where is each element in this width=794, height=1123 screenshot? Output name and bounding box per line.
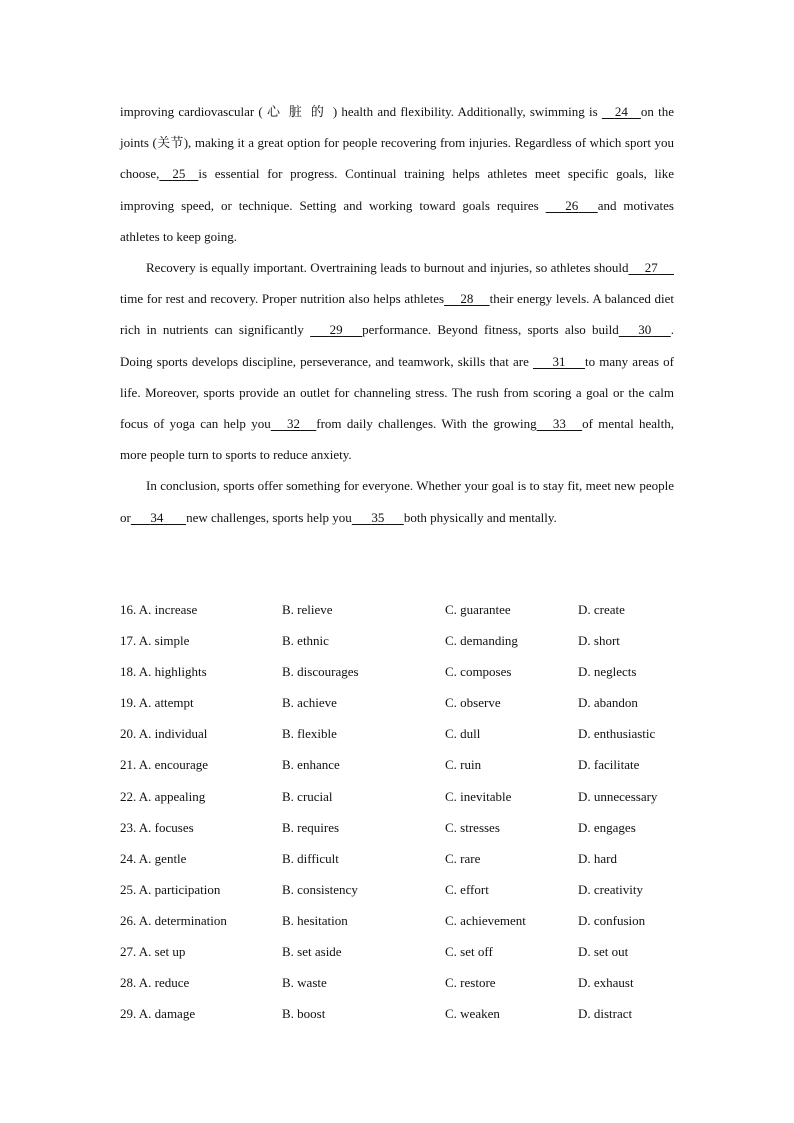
option-b: B. requires: [282, 819, 340, 835]
option-c: C. weaken: [445, 1006, 500, 1022]
option-b: B. enhance: [282, 757, 340, 773]
option-b: B. crucial: [282, 788, 333, 804]
option-d: D. unnecessary: [578, 788, 658, 804]
text: is essential for progress. Continual training helps athletes meet specific goals, like improving speed, or technique. Setting and working toward goals requires: [120, 166, 674, 213]
text: new challenges, sports help you: [186, 509, 352, 525]
text: ) health and flexibility. Additionally, swimming is: [332, 104, 602, 119]
text: In conclusion, sports offer something for everyone. Whether your goal is to stay fit, meet new people or: [120, 478, 674, 525]
option-a: 17. A. simple: [120, 633, 190, 649]
blank-26: 26: [565, 197, 579, 213]
option-b: B. boost: [282, 1006, 326, 1022]
option-d: D. exhaust: [578, 975, 634, 991]
option-b: B. ethnic: [282, 633, 329, 649]
text: of mental health, more people turn to sports to reduce anxiety.: [120, 416, 675, 463]
option-d: D. hard: [578, 850, 617, 866]
option-c: C. set off: [445, 944, 493, 960]
blank-33: 33: [552, 416, 566, 432]
text: performance. Beyond fitness, sports also build: [362, 322, 619, 338]
option-a: 25. A. participation: [120, 881, 221, 897]
text: Recovery is equally important. Overtraining leads to burnout and injuries, so athletes should: [146, 260, 629, 276]
option-d: D. neglects: [578, 664, 637, 680]
option-c: C. dull: [445, 726, 481, 742]
question-row: [120, 1000, 720, 1031]
text: and motivates athletes to keep going.: [120, 197, 674, 244]
option-b: B. relieve: [282, 602, 333, 617]
blank-35: 35: [371, 509, 385, 525]
option-a: 19. A. attempt: [120, 695, 194, 711]
option-c: C. demanding: [445, 633, 518, 649]
option-c: C. observe: [445, 695, 501, 711]
blank-27: 27: [644, 260, 658, 276]
question-row: [120, 938, 720, 969]
option-d: D. enthusiastic: [578, 726, 656, 742]
question-row: [120, 907, 720, 938]
option-a: 28. A. reduce: [120, 975, 190, 991]
option-a: 22. A. appealing: [120, 788, 206, 804]
option-c: C. rare: [445, 850, 481, 866]
question-row: [120, 627, 720, 658]
text: . Doing sports develops discipline, perseverance, and teamwork, skills that are: [120, 322, 674, 369]
option-c: C. restore: [445, 975, 496, 991]
option-d: D. distract: [578, 1006, 633, 1022]
option-b: B. achieve: [282, 695, 337, 711]
option-d: D. creativity: [578, 881, 643, 897]
option-c: C. stresses: [445, 819, 500, 835]
question-row: [120, 969, 720, 1000]
paragraph-1: [120, 96, 674, 252]
option-a: 21. A. encourage: [120, 757, 209, 773]
option-d: D. short: [578, 633, 620, 649]
option-a: 26. A. determination: [120, 912, 227, 928]
text: to many areas of life. Moreover, sports provide an outlet for channeling stress. The rush from scoring a goal or the calm focus of yoga can help you: [120, 353, 674, 432]
option-b: B. consistency: [282, 881, 358, 897]
option-b: B. waste: [282, 975, 327, 991]
blank-25: 25: [172, 166, 186, 182]
option-c: C. effort: [445, 881, 489, 897]
question-row: [120, 845, 720, 876]
option-c: C. ruin: [445, 757, 482, 773]
option-c: C. achievement: [445, 912, 526, 928]
option-d: D. confusion: [578, 912, 646, 928]
option-a: 20. A. individual: [120, 726, 208, 742]
paragraph-2: [120, 252, 674, 470]
option-c: C. guarantee: [445, 602, 511, 617]
blank-30: 30: [638, 322, 652, 338]
blank-28: 28: [460, 291, 474, 307]
option-a: 23. A. focuses: [120, 819, 194, 835]
blank-29: 29: [329, 322, 343, 338]
passage: [120, 96, 674, 533]
option-a: 18. A. highlights: [120, 664, 207, 680]
option-b: B. hesitation: [282, 912, 348, 928]
option-a: 16. A. increase: [120, 602, 198, 617]
option-d: D. facilitate: [578, 757, 640, 773]
text: from daily challenges. With the growing: [316, 416, 537, 432]
blank-31: 31: [552, 353, 566, 369]
question-row: [120, 751, 720, 782]
text: time for rest and recovery. Proper nutrition also helps athletes: [120, 291, 445, 307]
question-row: [120, 814, 720, 845]
text: improving cardiovascular (: [120, 104, 263, 119]
paragraph-3: [120, 470, 674, 532]
answer-options: [120, 596, 720, 1031]
question-row: [120, 596, 720, 627]
option-a: 24. A. gentle: [120, 850, 187, 866]
question-row: [120, 783, 720, 814]
option-d: D. abandon: [578, 695, 638, 711]
option-b: B. difficult: [282, 850, 339, 866]
option-d: D. engages: [578, 819, 636, 835]
option-a: 27. A. set up: [120, 944, 186, 960]
question-row: [120, 876, 720, 907]
option-c: C. inevitable: [445, 788, 512, 804]
text: on the joints (关节), making it a great option for people recovering from injuries. Regardless of which sport you choose,: [120, 104, 674, 182]
blank-24: 24: [614, 104, 628, 119]
option-c: C. composes: [445, 664, 512, 680]
text: their energy levels. A balanced diet rich in nutrients can significantly: [120, 291, 675, 338]
question-row: [120, 658, 720, 689]
question-row: [120, 689, 720, 720]
blank-34: 34: [150, 509, 164, 525]
question-row: [120, 720, 720, 751]
option-b: B. set aside: [282, 944, 342, 960]
blank-32: 32: [287, 416, 300, 432]
option-a: 29. A. damage: [120, 1006, 196, 1022]
option-b: B. discourages: [282, 664, 359, 680]
text: both physically and mentally.: [403, 509, 557, 525]
option-b: B. flexible: [282, 726, 337, 742]
chinese-gloss: 心脏的: [266, 104, 333, 119]
option-d: D. set out: [578, 944, 629, 960]
option-d: D. create: [578, 602, 625, 617]
